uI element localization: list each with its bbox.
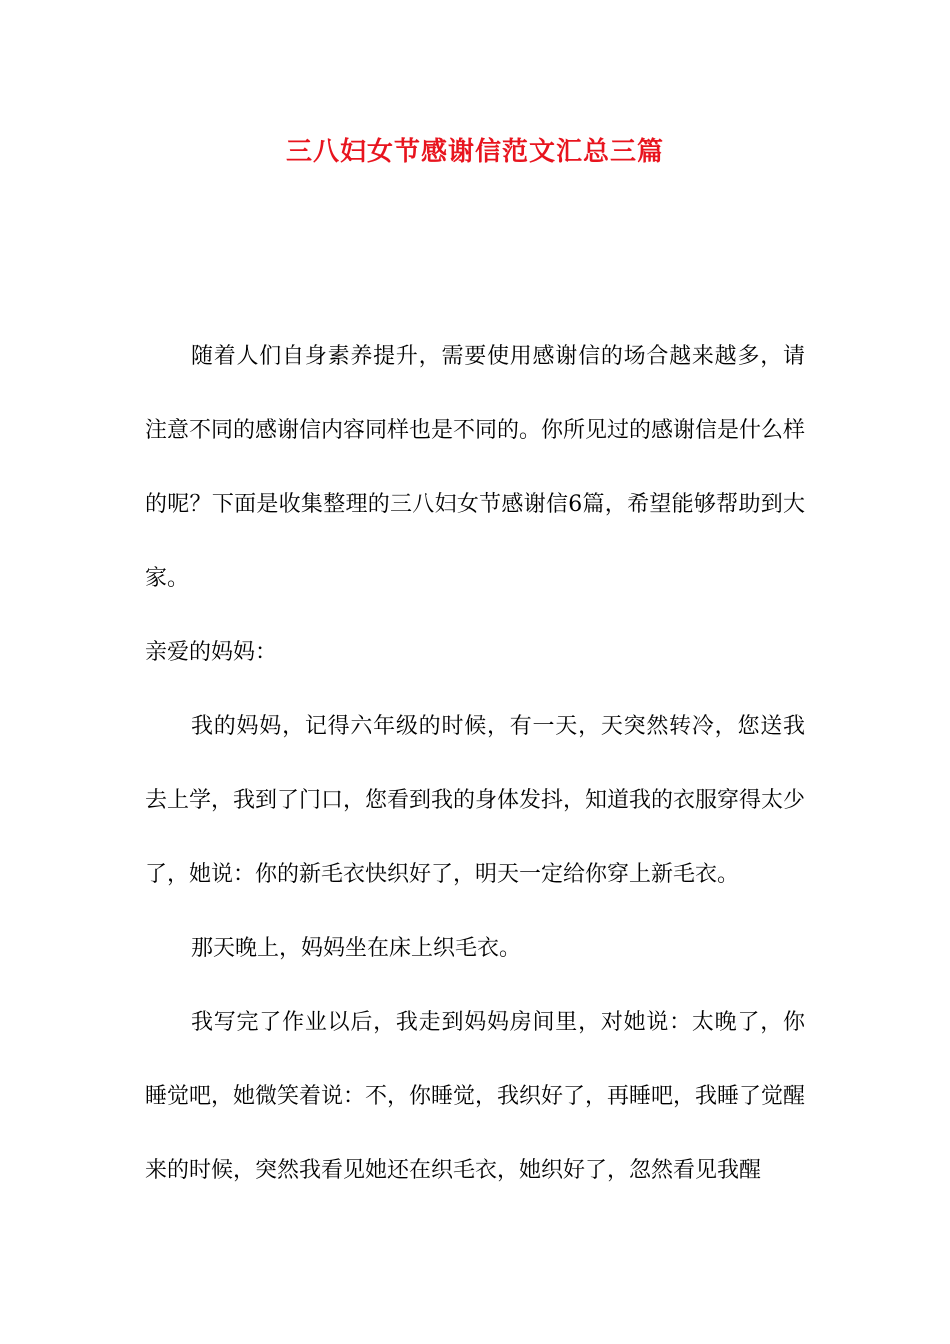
- letter-paragraph: 我写完了作业以后，我走到妈妈房间里，对她说：太晚了，你睡觉吧，她微笑着说：不，你睡觉，我织好了，再睡吧，我睡了觉醒来的时候，突然我看见她还在织毛衣，她织好了，忽然看见我醒: [145, 1010, 806, 1183]
- document-title: 三八妇女节感谢信范文汇总三篇: [285, 137, 664, 167]
- document-body: [145, 320, 805, 1208]
- letter-paragraph: 我的妈妈，记得六年级的时候，有一天，天突然转冷，您送我去上学，我到了门口，您看到我的身体发抖，知道我的衣服穿得太少了，她说：你的新毛衣快织好了，明天一定给你穿上新毛衣。: [145, 714, 806, 887]
- salutation: 亲爱的妈妈：: [145, 640, 278, 665]
- letter-paragraph: 那天晚上，妈妈坐在床上织毛衣。: [191, 936, 522, 961]
- intro-paragraph: 随着人们自身素养提升，需要使用感谢信的场合越来越多，请注意不同的感谢信内容同样也是不同的。你所见过的感谢信是什么样的呢？下面是收集整理的三八妇女节感谢信6篇，希望能够帮助到大家。: [145, 344, 806, 591]
